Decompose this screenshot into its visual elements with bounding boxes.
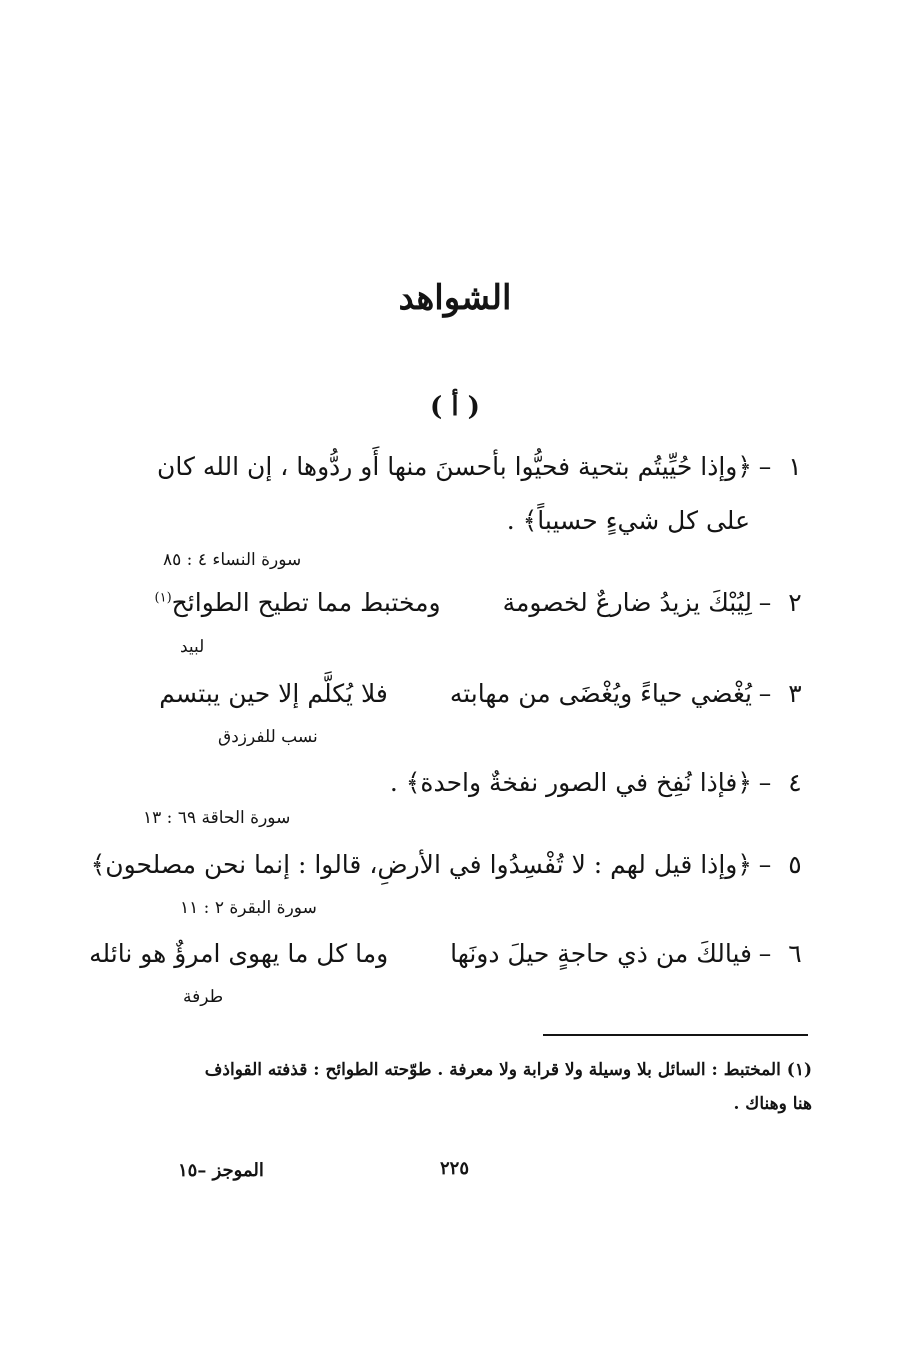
entry-dash: –	[758, 850, 772, 879]
entry-hemistich-2: فلا يُكلَّم إلا حين يبتسم	[159, 679, 388, 708]
entry-number: ٦	[788, 939, 802, 968]
section-label: ( أ )	[430, 392, 480, 422]
entry-hemistich-1: يُغْضي حياءً ويُغْضَى من مهابته	[449, 679, 752, 708]
entry-2	[155, 588, 812, 617]
entry-1-continuation: على كل شيءٍ حسيباً﴾ .	[506, 506, 750, 535]
entry-1	[157, 452, 812, 481]
entry-1-source: سورة النساء ٤ : ٨٥	[163, 550, 302, 570]
entry-dash: –	[758, 588, 772, 617]
footnote-marker: (١)	[154, 590, 172, 606]
page-title: الشواهد	[398, 278, 512, 318]
entry-hemistich-2: ومختبط مما تطيح الطوائح	[171, 588, 441, 617]
entry-text: ﴿فإذا نُفِخ في الصور نفخةٌ واحدة﴾ .	[389, 768, 752, 797]
page-number: ٢٢٥	[440, 1158, 470, 1179]
entry-text: ﴿وإذا حُيِّيتُم بتحية فحيُّوا بأحسنَ منها أَو ردُّوها ، إن الله كان	[157, 452, 752, 481]
entry-dash: –	[758, 452, 772, 481]
entry-number: ٤	[788, 768, 802, 797]
entry-hemistich-1: فيالكَ من ذي حاجةٍ حيلَ دونَها	[450, 939, 752, 968]
entry-4	[390, 768, 812, 797]
entry-dash: –	[758, 679, 772, 708]
entry-hemistich-2: وما كل ما يهوى امرؤٌ هو نائله	[89, 939, 389, 968]
entry-dash: –	[758, 768, 772, 797]
footnote-line-2: هنا وهناك .	[733, 1094, 812, 1114]
signature-mark: الموجز –١٥	[178, 1160, 264, 1181]
entry-5	[91, 850, 812, 879]
entry-hemistich-1: لِيُبْكَ يزيدُ ضارعٌ لخصومة	[502, 588, 752, 617]
entry-dash: –	[758, 939, 772, 968]
entry-3-source: نسب للفرزدق	[218, 727, 318, 747]
entry-3	[159, 679, 812, 708]
footnote-rule	[543, 1034, 808, 1036]
entry-6	[89, 939, 812, 968]
footnote-line-1: (١) المختبط : السائل بلا وسيلة ولا قرابة ولا معرفة . طوّحته الطوائح : قذفته القواذف	[204, 1060, 812, 1080]
entry-text: ﴿وإذا قيل لهم : لا تُفْسِدُوا في الأرضِ، قالوا : إنما نحن مصلحون﴾	[90, 850, 752, 879]
entry-6-source: طرفة	[183, 987, 224, 1007]
entry-4-source: سورة الحاقة ٦٩ : ١٣	[143, 808, 291, 828]
entry-5-source: سورة البقرة ٢ : ١١	[180, 898, 317, 918]
entry-number: ٢	[788, 588, 802, 617]
entry-number: ١	[788, 452, 802, 481]
entry-number: ٥	[788, 850, 802, 879]
entry-number: ٣	[788, 679, 802, 708]
entry-2-source: لبيد	[180, 637, 205, 657]
